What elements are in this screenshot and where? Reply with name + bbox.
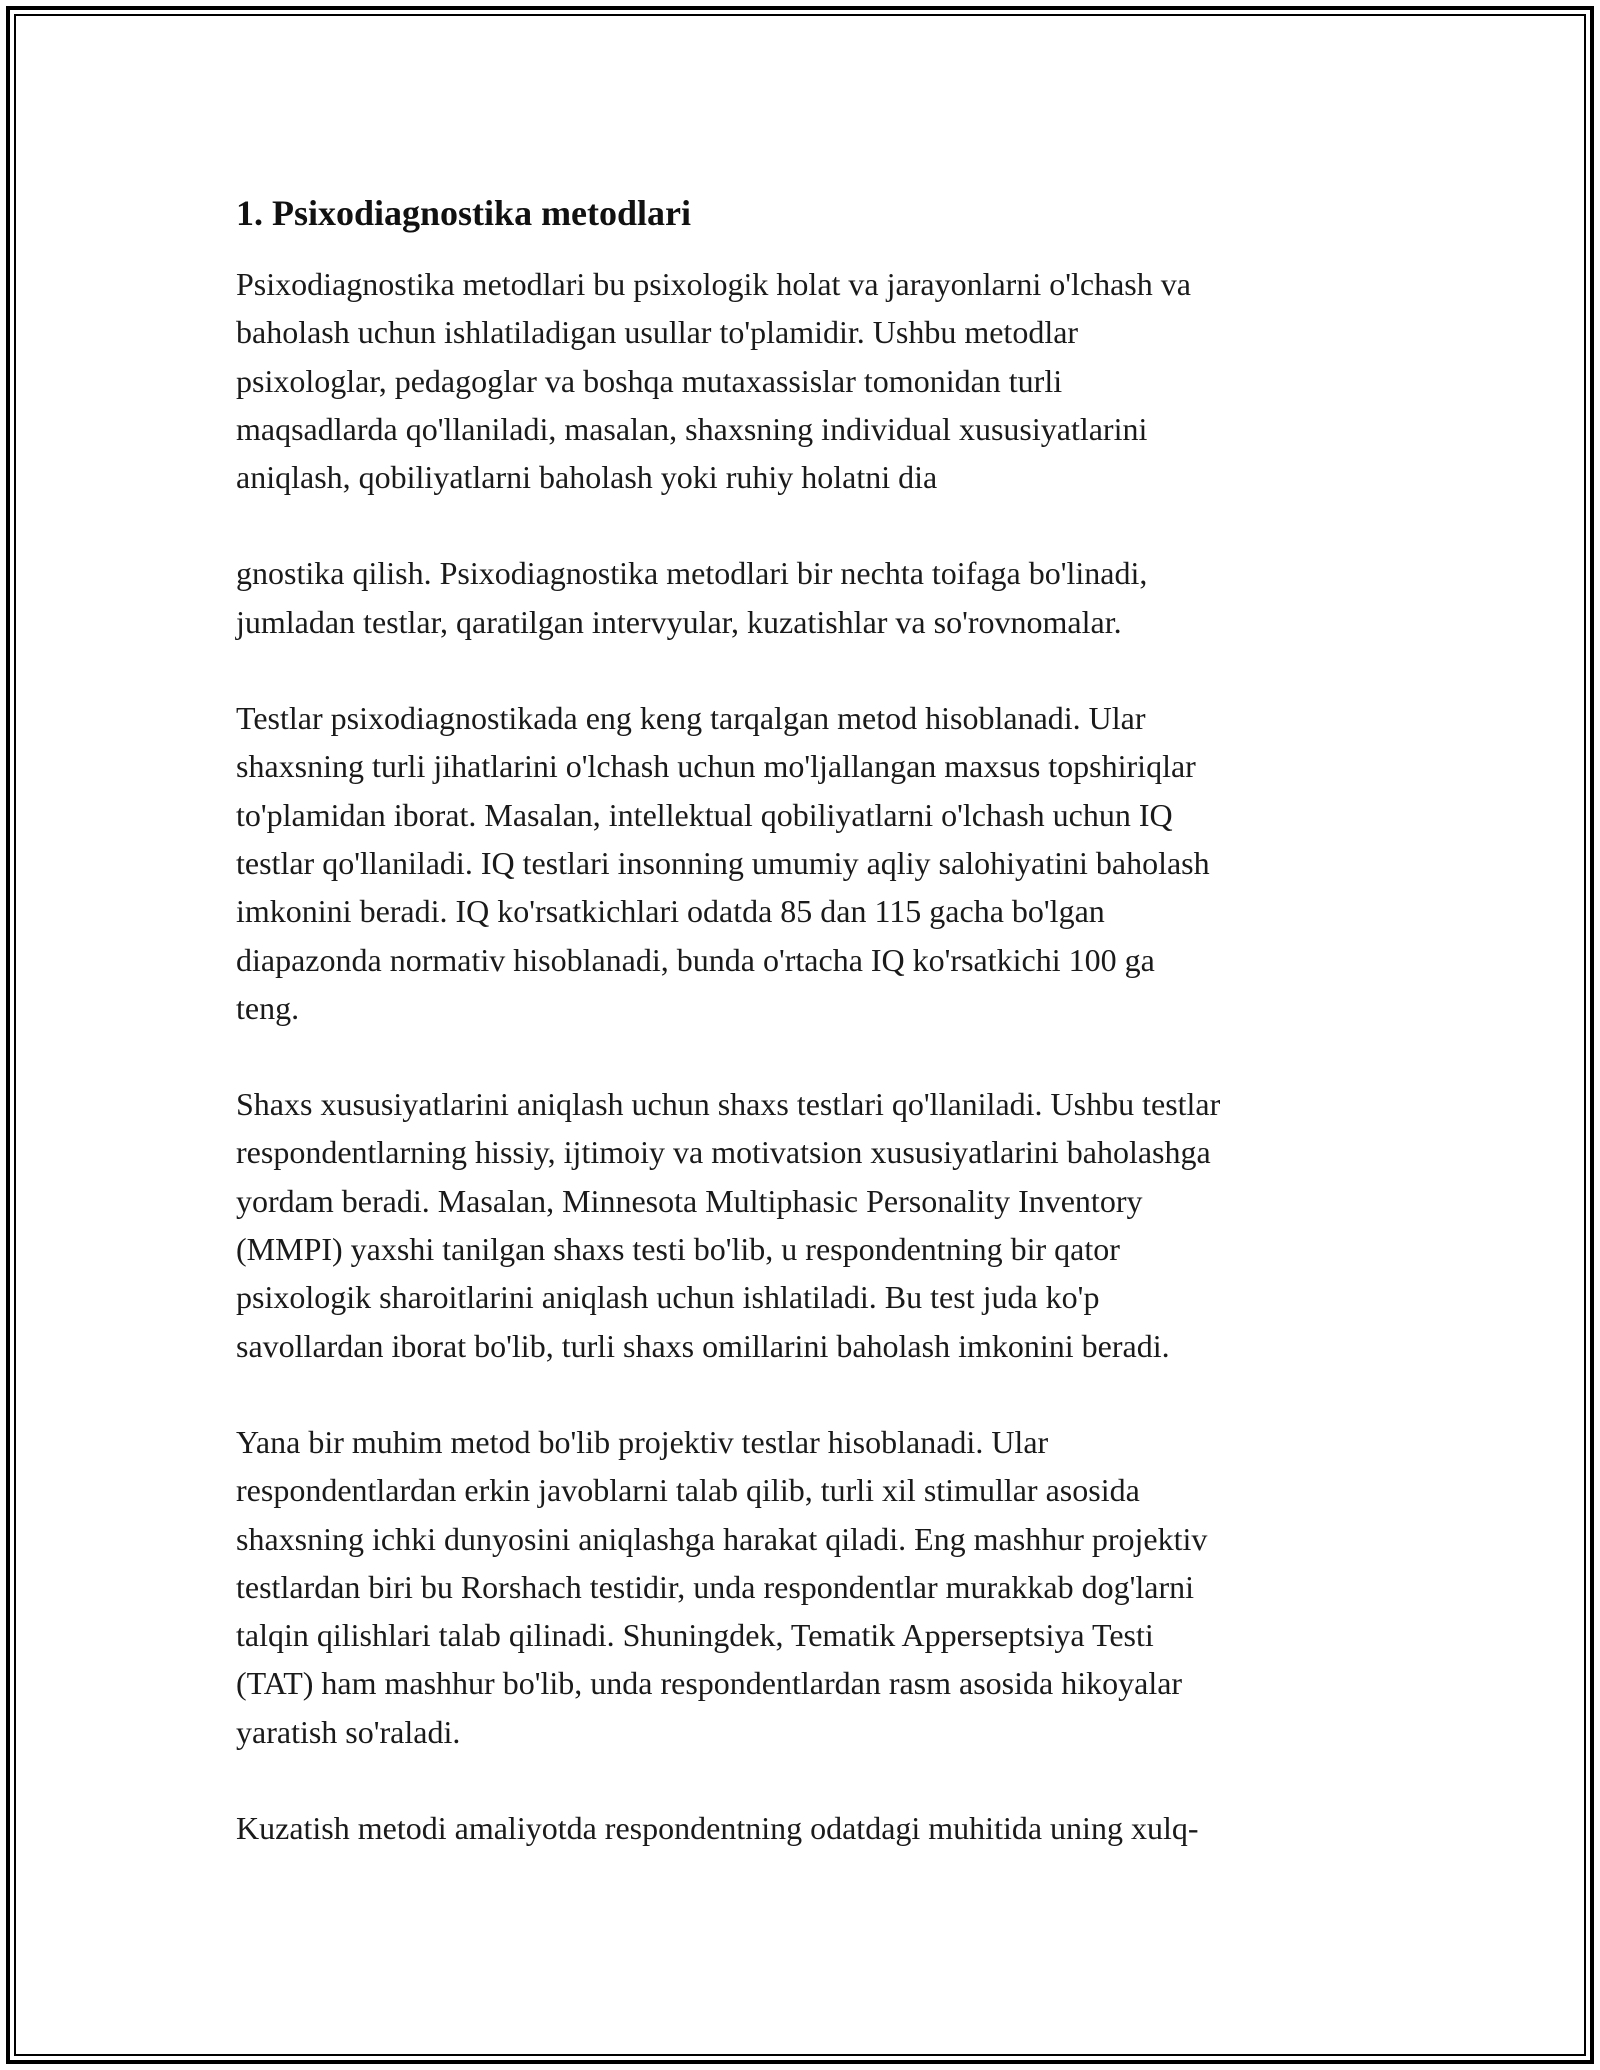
text-line: Kuzatish metodi amaliyotda respondentning odatdagi muhitida uning xulq- [236,1810,1199,1847]
paragraph-list [236,260,1376,1852]
text-line: Shaxs xususiyatlarini aniqlash uchun shaxs testlari qo'llaniladi. Ushbu testlar [236,1086,1221,1123]
paragraph [236,694,1376,1032]
text-line: baholash uchun ishlatiladigan usullar to'plamidir. Ushbu metodlar [236,314,1079,351]
text-line: aniqlash, qobiliyatlarni baholash yoki ruhiy holatni dia [236,459,938,496]
text-line: teng. [236,989,300,1026]
text-line: shaxsning ichki dunyosini aniqlashga harakat qiladi. Eng mashhur projektiv [236,1520,1208,1557]
text-line: respondentlarning hissiy, ijtimoiy va motivatsion xususiyatlarini baholashga [236,1134,1211,1171]
text-line: yaratish so'raladi. [236,1713,461,1750]
text-line: respondentlardan erkin javoblarni talab qilib, turli xil stimullar asosida [236,1472,1140,1509]
text-line: Testlar psixodiagnostikada eng keng tarqalgan metod hisoblanadi. Ular [236,700,1146,737]
text-line: testlardan biri bu Rorshach testidir, unda respondentlar murakkab dog'larni [236,1568,1194,1605]
text-line: to'plamidan iborat. Masalan, intellektual qobiliyatlarni o'lchash uchun IQ [236,796,1173,833]
text-line: jumladan testlar, qaratilgan intervyular, kuzatishlar va so'rovnomalar. [236,603,1122,640]
paragraph [236,549,1376,646]
paragraph [236,1804,1376,1852]
text-line: (MMPI) yaxshi tanilgan shaxs testi bo'lib, u respondentning bir qator [236,1231,1120,1268]
text-line: shaxsning turli jihatlarini o'lchash uchun mo'ljallangan maxsus topshiriqlar [236,748,1196,785]
text-line: gnostika qilish. Psixodiagnostika metodlari bir nechta toifaga bo'linadi, [236,555,1148,592]
text-line: psixologlar, pedagoglar va boshqa mutaxassislar tomonidan turli [236,362,1063,399]
text-line: (TAT) ham mashhur bo'lib, unda respondentlardan rasm asosida hikoyalar [236,1665,1183,1702]
text-line: Yana bir muhim metod bo'lib projektiv testlar hisoblanadi. Ular [236,1423,1049,1460]
text-line: psixologik sharoitlarini aniqlash uchun ishlatiladi. Bu test juda ko'p [236,1279,1100,1316]
paragraph [236,260,1376,501]
document-body [236,188,1376,1900]
section-heading: 1. Psixodiagnostika metodlari [236,193,692,233]
text-line: yordam beradi. Masalan, Minnesota Multiphasic Personality Inventory [236,1182,1143,1219]
text-line: Psixodiagnostika metodlari bu psixologik holat va jarayonlarni o'lchash va [236,266,1191,302]
text-line: diapazonda normativ hisoblanadi, bunda o'rtacha IQ ko'rsatkichi 100 ga [236,941,1155,978]
text-line: talqin qilishlari talab qilinadi. Shuningdek, Tematik Apperseptsiya Testi [236,1617,1154,1654]
text-line: imkonini beradi. IQ ko'rsatkichlari odatda 85 dan 115 gacha bo'lgan [236,893,1105,930]
paragraph [236,1080,1376,1370]
paragraph [236,1418,1376,1756]
text-line: testlar qo'llaniladi. IQ testlari insonning umumiy aqliy salohiyatini baholash [236,844,1210,881]
text-line: savollardan iborat bo'lib, turli shaxs omillarini baholash imkonini beradi. [236,1327,1170,1364]
text-line: maqsadlarda qo'llaniladi, masalan, shaxsning individual xususiyatlarini [236,410,1148,447]
